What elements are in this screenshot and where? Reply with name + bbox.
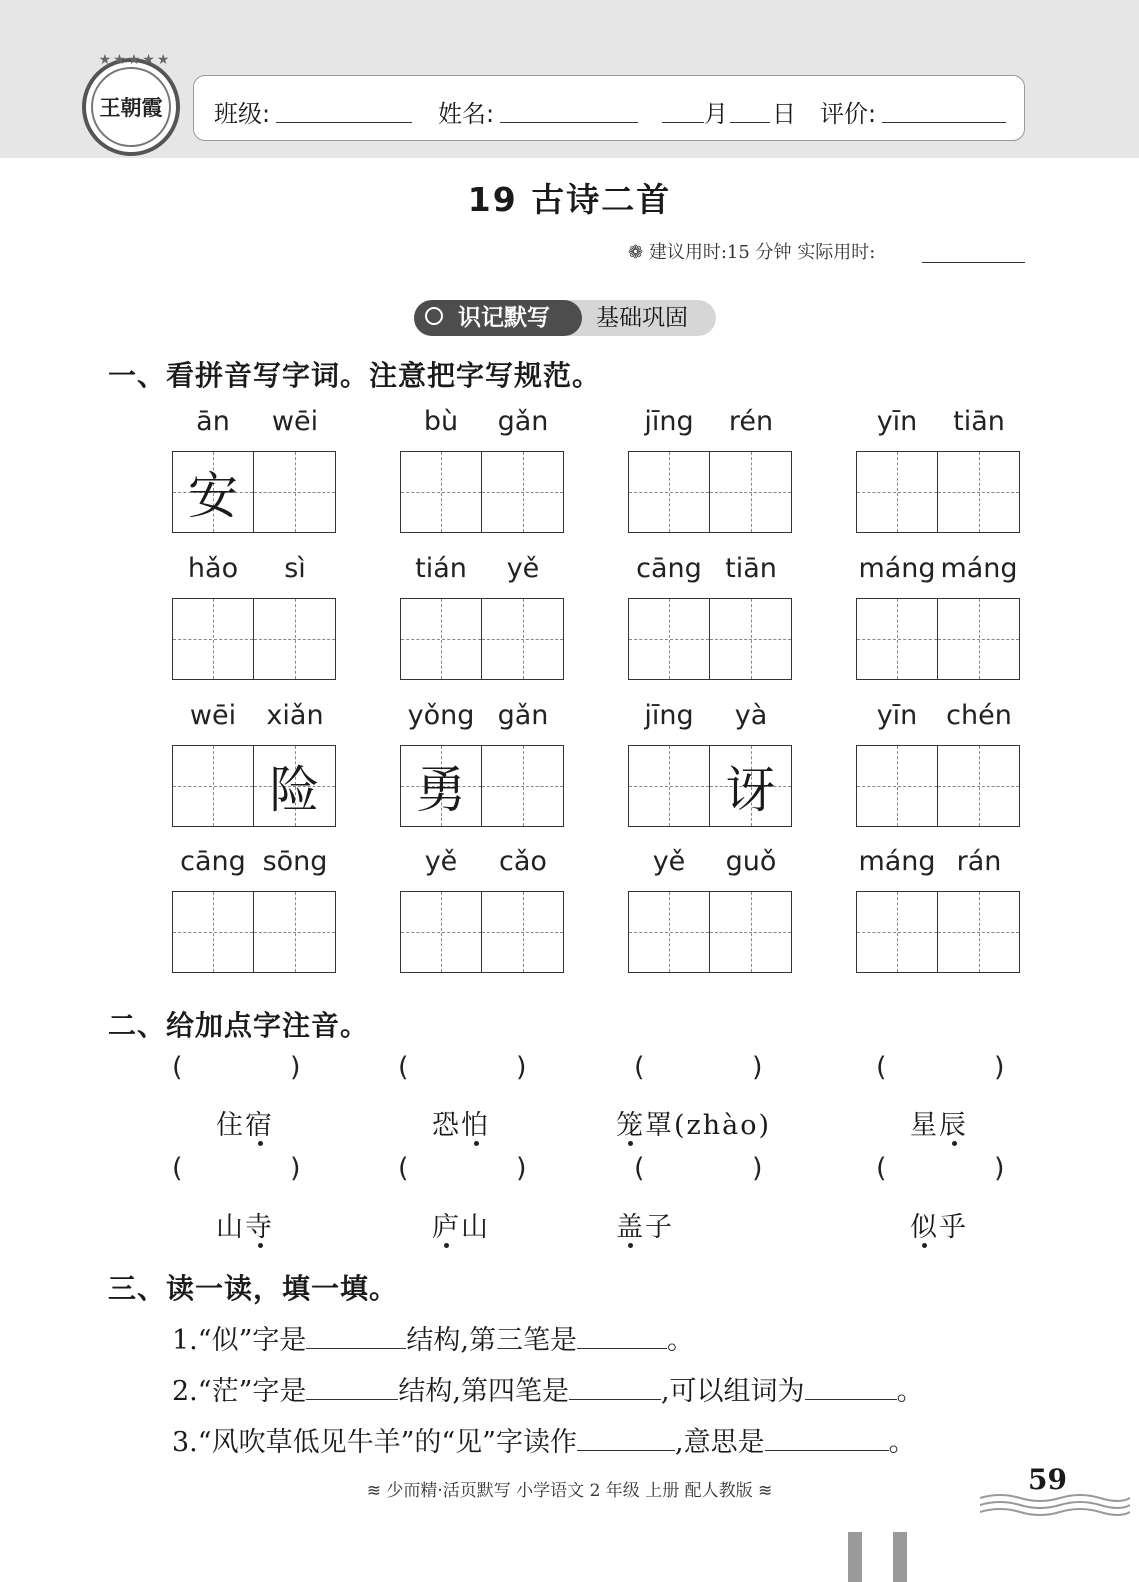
character-cell[interactable]: [628, 745, 710, 827]
section2-heading: 二、给加点字注音。: [108, 1009, 370, 1042]
wave-decoration-icon: [980, 1490, 1130, 1520]
character-cell[interactable]: [172, 451, 254, 533]
q2-text-c: ,可以组词为: [660, 1376, 805, 1407]
character-cell[interactable]: [710, 598, 792, 680]
class-field[interactable]: [276, 122, 412, 123]
answer-field[interactable]: [416, 1052, 514, 1084]
answer-paren-open: (: [172, 1153, 183, 1184]
character-cell[interactable]: [254, 451, 336, 533]
answer-paren-open: (: [398, 1153, 409, 1184]
pinyin-syllable: chén: [946, 700, 1012, 731]
writing-grid: [400, 598, 564, 680]
character-cell[interactable]: [172, 891, 254, 973]
character-cell[interactable]: [628, 451, 710, 533]
cell-character: 险: [269, 761, 320, 819]
answer-paren-close: ): [516, 1052, 527, 1083]
target-word: 星辰: [910, 1110, 968, 1141]
answer-paren-close: ): [994, 1052, 1005, 1083]
pinyin-syllable: máng: [940, 553, 1018, 584]
writing-grid: [172, 598, 336, 680]
answer-paren-close: ): [290, 1153, 301, 1184]
cell-character: 勇: [416, 761, 466, 819]
q1-text-a: 1.“似”字是: [172, 1325, 307, 1356]
emphasis-dot: [258, 1243, 263, 1248]
pinyin-syllable: máng: [858, 553, 936, 584]
pinyin-syllable: cǎo: [499, 846, 547, 877]
q3-text-b: ,意思是: [674, 1427, 765, 1458]
pinyin-syllable: tiān: [725, 553, 777, 584]
answer-paren-open: (: [634, 1153, 645, 1184]
character-cell[interactable]: [482, 745, 564, 827]
pinyin-syllable: gǎn: [497, 700, 549, 731]
q3-blank-1[interactable]: [577, 1428, 675, 1451]
target-word: 恐怕: [432, 1110, 490, 1141]
q1-blank-2[interactable]: [577, 1326, 667, 1349]
answer-field[interactable]: [894, 1153, 992, 1185]
q2-blank-1[interactable]: [306, 1377, 398, 1400]
writing-grid: [628, 451, 792, 533]
q3-blank-2[interactable]: [765, 1428, 889, 1451]
pinyin-syllable: wēi: [189, 700, 237, 731]
pinyin-syllable: yīn: [876, 406, 918, 437]
section-badge: [414, 300, 716, 336]
writing-grid: [172, 451, 336, 533]
pinyin-syllable: ān: [196, 406, 230, 437]
cell-character: 安: [188, 467, 238, 525]
writing-grid: [856, 745, 1020, 827]
answer-field[interactable]: [190, 1153, 288, 1185]
question-3: [172, 1420, 916, 1459]
character-cell[interactable]: [172, 598, 254, 680]
section3-heading: 三、读一读，填一填。: [108, 1272, 399, 1305]
emphasis-dot: [474, 1141, 479, 1146]
answer-paren-close: ): [752, 1052, 763, 1083]
emphasis-dot: [258, 1141, 263, 1146]
question-1: [172, 1318, 694, 1357]
answer-paren-close: ): [752, 1153, 763, 1184]
writing-grid: [856, 451, 1020, 533]
page-number: 59: [1028, 1463, 1067, 1496]
answer-field[interactable]: [894, 1052, 992, 1084]
day-field[interactable]: [730, 122, 770, 123]
question-2: [172, 1369, 924, 1408]
writing-grid: [172, 891, 336, 973]
answer-paren-open: (: [634, 1052, 645, 1083]
pinyin-syllable: yě: [506, 553, 540, 584]
character-cell[interactable]: [254, 598, 336, 680]
character-cell[interactable]: [938, 745, 1020, 827]
student-info-bar: [193, 75, 1025, 141]
logo-stars-icon: ★★★★★: [98, 52, 172, 68]
name-label: 姓名:: [438, 100, 495, 128]
pinyin-syllable: sì: [284, 553, 306, 584]
character-cell[interactable]: [628, 891, 710, 973]
pinyin-syllable: yǒng: [407, 700, 475, 731]
character-cell[interactable]: [482, 891, 564, 973]
pinyin-syllable: cāng: [180, 846, 246, 877]
pinyin-syllable: hǎo: [187, 553, 239, 584]
month-label: 月: [704, 100, 728, 128]
target-word: 庐山: [432, 1212, 490, 1243]
answer-paren-open: (: [398, 1052, 409, 1083]
character-cell[interactable]: [254, 745, 336, 827]
suggested-time: [628, 238, 875, 264]
answer-paren-open: (: [876, 1153, 887, 1184]
q2-blank-3[interactable]: [805, 1377, 897, 1400]
q2-text-a: 2.“茫”字是: [172, 1376, 307, 1407]
eval-field[interactable]: [882, 122, 1006, 123]
q2-blank-2[interactable]: [569, 1377, 661, 1400]
pinyin-syllable: jīng: [644, 700, 694, 731]
pinyin-syllable: cāng: [636, 553, 702, 584]
answer-field[interactable]: [190, 1052, 288, 1084]
character-cell[interactable]: [172, 745, 254, 827]
emphasis-dot: [444, 1243, 449, 1248]
target-word: 盖子: [616, 1212, 674, 1243]
badge-primary-label: 识记默写: [458, 305, 550, 331]
character-cell[interactable]: [400, 451, 482, 533]
badge-primary: [414, 300, 582, 336]
pinyin-syllable: bù: [423, 406, 459, 437]
answer-field[interactable]: [652, 1052, 750, 1084]
writing-grid: [628, 745, 792, 827]
timer-icon: ❁: [628, 242, 644, 263]
pinyin-syllable: wēi: [271, 406, 319, 437]
q1-text-b: 结构,第三笔是: [406, 1325, 577, 1356]
q3-text-a: 3.“风吹草低见牛羊”的“见”字读作: [172, 1427, 577, 1458]
pinyin-syllable: sōng: [262, 846, 328, 877]
writing-grid: [400, 891, 564, 973]
pinyin-syllable: máng: [858, 846, 936, 877]
pinyin-syllable: gǎn: [497, 406, 549, 437]
answer-paren-open: (: [876, 1052, 887, 1083]
character-cell[interactable]: [938, 598, 1020, 680]
character-cell[interactable]: [856, 598, 938, 680]
character-cell[interactable]: [400, 745, 482, 827]
character-cell[interactable]: [856, 891, 938, 973]
q3-text-c: 。: [888, 1427, 916, 1458]
target-word: 似乎: [910, 1212, 968, 1243]
cell-character: 讶: [725, 761, 776, 819]
character-cell[interactable]: [938, 451, 1020, 533]
day-label: 日: [772, 100, 796, 128]
q2-text-d: 。: [896, 1376, 924, 1407]
q1-blank-1[interactable]: [306, 1326, 406, 1349]
pinyin-syllable: guǒ: [725, 846, 777, 877]
emphasis-dot: [922, 1243, 927, 1248]
brand-logo: [82, 52, 180, 156]
pinyin-syllable: yě: [652, 846, 686, 877]
character-cell[interactable]: [400, 891, 482, 973]
pinyin-syllable: jīng: [644, 406, 694, 437]
emphasis-dot: [628, 1243, 633, 1248]
answer-paren-close: ): [516, 1153, 527, 1184]
character-cell[interactable]: [628, 598, 710, 680]
pinyin-syllable: yà: [734, 700, 768, 731]
name-field[interactable]: [500, 122, 638, 123]
page-tab-right: [893, 1532, 907, 1582]
character-cell[interactable]: [482, 598, 564, 680]
character-cell[interactable]: [856, 451, 938, 533]
actual-time-field[interactable]: [922, 262, 1025, 263]
character-cell[interactable]: [482, 451, 564, 533]
answer-field[interactable]: [416, 1153, 514, 1185]
answer-paren-close: ): [290, 1052, 301, 1083]
answer-field[interactable]: [652, 1153, 750, 1185]
emphasis-dot: [628, 1141, 633, 1146]
class-label: 班级:: [214, 100, 271, 128]
month-field[interactable]: [662, 122, 704, 123]
target-word: 住宿: [216, 1110, 274, 1141]
badge-secondary-label: 基础巩固: [596, 305, 688, 331]
character-cell[interactable]: [400, 598, 482, 680]
page-tab-left: [848, 1532, 862, 1582]
writing-grid: [400, 451, 564, 533]
character-cell[interactable]: [710, 745, 792, 827]
q2-text-b: 结构,第四笔是: [398, 1376, 569, 1407]
writing-grid: [172, 745, 336, 827]
target-word: 山寺: [216, 1212, 274, 1243]
character-cell[interactable]: [938, 891, 1020, 973]
pinyin-syllable: rén: [728, 406, 774, 437]
pinyin-syllable: tián: [415, 553, 467, 584]
answer-paren-open: (: [172, 1052, 183, 1083]
pinyin-syllable: yīn: [876, 700, 918, 731]
medal-icon: [425, 307, 443, 325]
answer-paren-close: ): [994, 1153, 1005, 1184]
page-title: 19 古诗二首: [467, 180, 672, 219]
pinyin-syllable: yě: [424, 846, 458, 877]
character-cell[interactable]: [856, 745, 938, 827]
footer-text: ≋ 少而精·活页默写 小学语文 2 年级 上册 配人教版 ≋: [366, 1481, 773, 1501]
character-cell[interactable]: [710, 891, 792, 973]
character-cell[interactable]: [254, 891, 336, 973]
writing-grid: [856, 891, 1020, 973]
writing-grid: [856, 598, 1020, 680]
timing-text: 建议用时:15 分钟 实际用时:: [648, 242, 876, 263]
logo-text: 王朝霞: [91, 67, 171, 147]
writing-grid: [628, 598, 792, 680]
pinyin-syllable: rán: [956, 846, 1002, 877]
emphasis-dot: [952, 1141, 957, 1146]
eval-label: 评价:: [820, 100, 877, 128]
pinyin-syllable: xiǎn: [266, 700, 324, 731]
section1-heading: 一、看拼音写字词。注意把字写规范。: [108, 359, 602, 392]
writing-grid: [400, 745, 564, 827]
character-cell[interactable]: [710, 451, 792, 533]
q1-text-c: 。: [666, 1325, 694, 1356]
writing-grid: [628, 891, 792, 973]
pinyin-syllable: tiān: [953, 406, 1005, 437]
target-word: 笼罩(zhào): [616, 1110, 772, 1141]
